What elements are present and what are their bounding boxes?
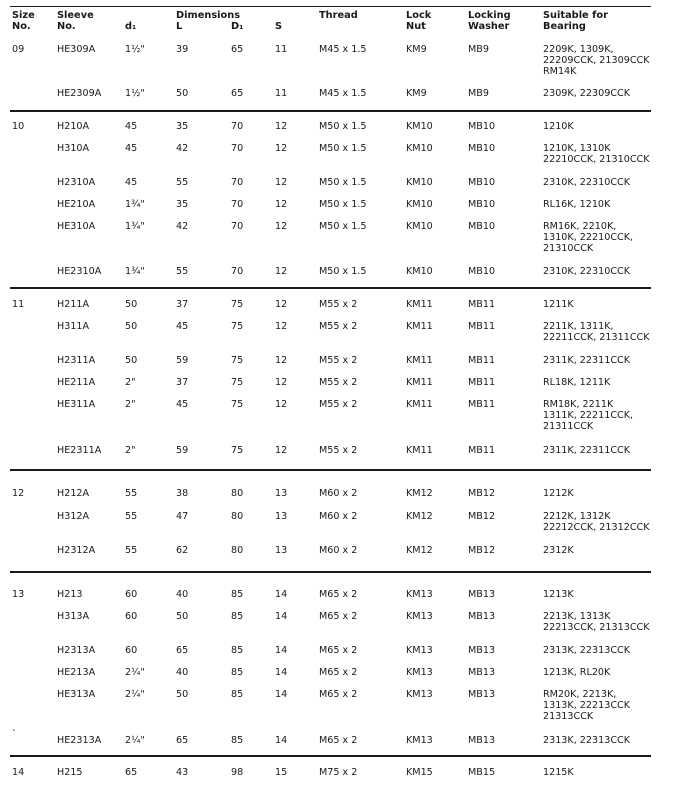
cell-washer: MB13 — [468, 645, 496, 656]
header-d1: d₁ — [125, 21, 137, 32]
cell-bearing — [543, 143, 650, 165]
cell-locknut: KM11 — [406, 299, 433, 310]
cell-washer: MB11 — [468, 355, 496, 366]
cell-washer: MB12 — [468, 545, 496, 556]
cell-d1: 1½" — [125, 44, 145, 55]
cell-thread: M55 x 2 — [319, 445, 358, 456]
cell-bearing — [543, 511, 650, 533]
cell-thread: M55 x 2 — [319, 399, 358, 410]
cell-washer: MB13 — [468, 667, 496, 678]
cell-thread: M50 x 1.5 — [319, 221, 367, 232]
cell-d1: 45 — [125, 143, 138, 154]
cell-d1: 2" — [125, 399, 136, 410]
cell-S: 12 — [275, 399, 288, 410]
bearing-line: 22211CCK, 21311CCK — [543, 332, 650, 343]
header-size-line2: No. — [12, 20, 31, 32]
group-separator — [10, 110, 651, 112]
bearing-line: 21313CCK — [543, 711, 594, 722]
bearing-line: 22209CCK, 21309CCK — [543, 55, 650, 66]
cell-D1: 70 — [231, 199, 244, 210]
cell-S: 12 — [275, 266, 288, 277]
header-locknut-line1: Lock — [406, 10, 432, 21]
cell-d1: 2¼" — [125, 667, 145, 678]
cell-thread: M55 x 2 — [319, 321, 358, 332]
cell-sleeve: H212A — [57, 488, 90, 499]
cell-locknut: KM13 — [406, 667, 433, 678]
cell-bearing — [543, 589, 574, 600]
cell-L: 55 — [176, 266, 189, 277]
cell-D1: 70 — [231, 121, 244, 132]
cell-S: 11 — [275, 44, 288, 55]
bearing-line: 2310K, 22310CCK — [543, 177, 631, 188]
cell-locknut: KM10 — [406, 143, 433, 154]
bearing-line: 2311K, 22311CCK — [543, 445, 631, 456]
cell-sleeve: HE309A — [57, 44, 96, 55]
cell-S: 12 — [275, 355, 288, 366]
cell-D1: 70 — [231, 177, 244, 188]
cell-sleeve: HE2310A — [57, 266, 102, 277]
cell-S: 13 — [275, 511, 288, 522]
cell-locknut: KM9 — [406, 44, 427, 55]
bearing-line: 2211K, 1311K, — [543, 321, 614, 332]
cell-D1: 85 — [231, 667, 244, 678]
cell-locknut: KM12 — [406, 545, 433, 556]
cell-bearing — [543, 221, 633, 254]
cell-thread: M60 x 2 — [319, 511, 358, 522]
cell-locknut: KM13 — [406, 589, 433, 600]
cell-washer: MB9 — [468, 88, 489, 99]
cell-locknut: KM13 — [406, 689, 433, 700]
cell-locknut: KM12 — [406, 511, 433, 522]
cell-L: 50 — [176, 88, 189, 99]
cell-sleeve: HE213A — [57, 667, 96, 678]
header-S: S — [275, 21, 283, 32]
cell-L: 40 — [176, 667, 189, 678]
cell-D1: 98 — [231, 767, 244, 778]
cell-L: 55 — [176, 177, 189, 188]
cell-locknut: KM9 — [406, 88, 427, 99]
bearing-line: 1210K, 1310K — [543, 143, 611, 154]
group-separator — [10, 287, 651, 289]
cell-L: 38 — [176, 488, 189, 499]
cell-bearing — [543, 177, 630, 188]
cell-washer: MB10 — [468, 266, 496, 277]
cell-L: 40 — [176, 589, 189, 600]
bearing-line: 1213K, RL20K — [543, 667, 611, 678]
cell-d1: 1¾" — [125, 221, 145, 232]
cell-sleeve: H211A — [57, 299, 90, 310]
cell-L: 39 — [176, 44, 189, 55]
cell-washer: MB10 — [468, 199, 496, 210]
bearing-line: 21310CCK — [543, 243, 594, 254]
bearing-line: 1310K, 22210CCK, — [543, 232, 634, 243]
cell-thread: M65 x 2 — [319, 611, 358, 622]
cell-d1: 1¾" — [125, 199, 145, 210]
cell-bearing — [543, 445, 630, 456]
cell-D1: 75 — [231, 445, 244, 456]
bearing-line: 2312K — [543, 545, 574, 556]
size-number: 12 — [12, 488, 25, 499]
stray-mark: ` — [12, 729, 17, 740]
cell-thread: M45 x 1.5 — [319, 44, 367, 55]
cell-d1: 45 — [125, 121, 138, 132]
cell-sleeve: HE2313A — [57, 735, 102, 746]
cell-thread: M60 x 2 — [319, 545, 358, 556]
cell-locknut: KM13 — [406, 645, 433, 656]
cell-sleeve: H2311A — [57, 355, 96, 366]
cell-sleeve: H2310A — [57, 177, 96, 188]
cell-L: 65 — [176, 735, 189, 746]
header-size — [12, 11, 35, 32]
header-washer — [468, 11, 511, 32]
bearing-line: 2213K, 1313K — [543, 611, 611, 622]
cell-D1: 65 — [231, 44, 244, 55]
cell-S: 14 — [275, 645, 288, 656]
cell-d1: 1¾" — [125, 266, 145, 277]
cell-d1: 45 — [125, 177, 138, 188]
cell-washer: MB13 — [468, 689, 496, 700]
group-separator — [10, 469, 651, 471]
size-number: 09 — [12, 44, 25, 55]
cell-thread: M45 x 1.5 — [319, 88, 367, 99]
cell-d1: 60 — [125, 611, 138, 622]
cell-washer: MB10 — [468, 221, 496, 232]
cell-washer: MB11 — [468, 445, 496, 456]
header-dimensions: Dimensions — [176, 10, 241, 21]
header-sleeve — [57, 11, 94, 32]
cell-d1: 2¼" — [125, 735, 145, 746]
cell-D1: 80 — [231, 488, 244, 499]
cell-d1: 1½" — [125, 88, 145, 99]
cell-washer: MB13 — [468, 735, 496, 746]
bearing-line: 22212CCK, 21312CCK — [543, 522, 650, 533]
cell-D1: 70 — [231, 143, 244, 154]
cell-L: 59 — [176, 355, 189, 366]
cell-D1: 80 — [231, 511, 244, 522]
cell-locknut: KM11 — [406, 321, 433, 332]
cell-washer: MB13 — [468, 589, 496, 600]
bearing-line: RM18K, 2211K — [543, 399, 614, 410]
cell-S: 12 — [275, 321, 288, 332]
bearing-line: 2310K, 22310CCK — [543, 266, 631, 277]
cell-sleeve: H313A — [57, 611, 90, 622]
header-bearing-line2: Bearing — [543, 20, 586, 32]
bearing-line: 2313K, 22313CCK — [543, 735, 631, 746]
bearing-line: 1215K — [543, 767, 574, 778]
cell-bearing — [543, 299, 574, 310]
cell-washer: MB11 — [468, 321, 496, 332]
cell-S: 13 — [275, 545, 288, 556]
header-thread: Thread — [319, 10, 358, 21]
table-top-rule — [10, 6, 651, 7]
cell-S: 12 — [275, 377, 288, 388]
cell-S: 15 — [275, 767, 288, 778]
cell-d1: 55 — [125, 511, 138, 522]
cell-bearing — [543, 266, 630, 277]
cell-D1: 75 — [231, 321, 244, 332]
cell-S: 13 — [275, 488, 288, 499]
cell-S: 14 — [275, 735, 288, 746]
cell-sleeve: H311A — [57, 321, 90, 332]
cell-d1: 50 — [125, 299, 138, 310]
bearing-line: 1212K — [543, 488, 574, 499]
size-number: 10 — [12, 121, 25, 132]
cell-locknut: KM10 — [406, 121, 433, 132]
bearing-line: RM20K, 2213K, — [543, 689, 617, 700]
cell-bearing — [543, 355, 630, 366]
cell-locknut: KM11 — [406, 445, 433, 456]
cell-S: 12 — [275, 221, 288, 232]
cell-thread: M60 x 2 — [319, 488, 358, 499]
cell-S: 12 — [275, 177, 288, 188]
cell-bearing — [543, 767, 574, 778]
cell-sleeve: HE311A — [57, 399, 96, 410]
cell-D1: 85 — [231, 689, 244, 700]
cell-L: 45 — [176, 399, 189, 410]
header-sleeve-line2: No. — [57, 20, 76, 32]
cell-L: 50 — [176, 611, 189, 622]
cell-d1: 55 — [125, 545, 138, 556]
cell-washer: MB11 — [468, 377, 496, 388]
cell-bearing — [543, 611, 650, 633]
cell-thread: M55 x 2 — [319, 355, 358, 366]
cell-thread: M50 x 1.5 — [319, 177, 367, 188]
cell-bearing — [543, 545, 574, 556]
cell-D1: 70 — [231, 221, 244, 232]
header-washer-line1: Locking — [468, 10, 511, 21]
cell-D1: 85 — [231, 735, 244, 746]
cell-washer: MB10 — [468, 177, 496, 188]
cell-L: 43 — [176, 767, 189, 778]
cell-thread: M65 x 2 — [319, 735, 358, 746]
bearing-line: 1211K — [543, 299, 574, 310]
cell-S: 14 — [275, 689, 288, 700]
cell-d1: 2¼" — [125, 689, 145, 700]
cell-thread: M50 x 1.5 — [319, 266, 367, 277]
size-number: 13 — [12, 589, 25, 600]
cell-sleeve: HE210A — [57, 199, 96, 210]
cell-d1: 50 — [125, 355, 138, 366]
cell-thread: M75 x 2 — [319, 767, 358, 778]
cell-washer: MB9 — [468, 44, 489, 55]
cell-washer: MB11 — [468, 299, 496, 310]
cell-S: 12 — [275, 121, 288, 132]
cell-L: 50 — [176, 689, 189, 700]
cell-D1: 75 — [231, 399, 244, 410]
bearing-line: 2212K, 1312K — [543, 511, 611, 522]
cell-sleeve: H2313A — [57, 645, 96, 656]
size-number: 14 — [12, 767, 25, 778]
cell-D1: 75 — [231, 299, 244, 310]
cell-L: 42 — [176, 221, 189, 232]
cell-L: 45 — [176, 321, 189, 332]
header-L: L — [176, 21, 183, 32]
header-size-line1: Size — [12, 10, 35, 21]
cell-S: 12 — [275, 199, 288, 210]
cell-thread: M65 x 2 — [319, 589, 358, 600]
cell-sleeve: HE313A — [57, 689, 96, 700]
bearing-line: RL16K, 1210K — [543, 199, 611, 210]
header-locknut-line2: Nut — [406, 20, 426, 32]
cell-d1: 60 — [125, 645, 138, 656]
cell-thread: M50 x 1.5 — [319, 143, 367, 154]
cell-S: 14 — [275, 589, 288, 600]
cell-sleeve: H312A — [57, 511, 90, 522]
header-D1: D₁ — [231, 21, 244, 32]
header-bearing-line1: Suitable for — [543, 10, 608, 21]
cell-d1: 60 — [125, 589, 138, 600]
cell-S: 12 — [275, 299, 288, 310]
bearing-line: 2311K, 22311CCK — [543, 355, 631, 366]
bearing-line: 2209K, 1309K, — [543, 44, 614, 55]
bearing-line: 1210K — [543, 121, 574, 132]
cell-d1: 2" — [125, 445, 136, 456]
cell-D1: 80 — [231, 545, 244, 556]
cell-bearing — [543, 199, 610, 210]
bearing-line: 1313K, 22213CCK — [543, 700, 631, 711]
cell-sleeve: H215 — [57, 767, 83, 778]
cell-sleeve: H2312A — [57, 545, 96, 556]
header-washer-line2: Washer — [468, 20, 510, 32]
cell-bearing — [543, 377, 610, 388]
cell-D1: 75 — [231, 377, 244, 388]
cell-L: 35 — [176, 121, 189, 132]
group-separator — [10, 755, 651, 757]
bearing-line: 1213K — [543, 589, 574, 600]
cell-S: 12 — [275, 445, 288, 456]
cell-thread: M50 x 1.5 — [319, 121, 367, 132]
bearing-line: 2313K, 22313CCK — [543, 645, 631, 656]
cell-washer: MB15 — [468, 767, 496, 778]
cell-L: 37 — [176, 377, 189, 388]
cell-thread: M65 x 2 — [319, 689, 358, 700]
bearing-line: 1311K, 22211CCK, — [543, 410, 634, 421]
cell-thread: M65 x 2 — [319, 667, 358, 678]
group-separator — [10, 571, 651, 573]
cell-D1: 70 — [231, 266, 244, 277]
cell-sleeve: H210A — [57, 121, 90, 132]
cell-locknut: KM12 — [406, 488, 433, 499]
cell-sleeve: H213 — [57, 589, 83, 600]
cell-thread: M50 x 1.5 — [319, 199, 367, 210]
cell-D1: 75 — [231, 355, 244, 366]
cell-S: 14 — [275, 667, 288, 678]
cell-locknut: KM10 — [406, 221, 433, 232]
cell-locknut: KM11 — [406, 377, 433, 388]
bearing-line: 2309K, 22309CCK — [543, 88, 631, 99]
cell-bearing — [543, 735, 630, 746]
cell-locknut: KM10 — [406, 266, 433, 277]
cell-S: 12 — [275, 143, 288, 154]
header-sleeve-line1: Sleeve — [57, 10, 94, 21]
cell-sleeve: H310A — [57, 143, 90, 154]
cell-bearing — [543, 667, 610, 678]
cell-d1: 2" — [125, 377, 136, 388]
cell-D1: 85 — [231, 611, 244, 622]
bearing-line: 21311CCK — [543, 421, 594, 432]
cell-L: 62 — [176, 545, 189, 556]
cell-washer: MB11 — [468, 399, 496, 410]
cell-L: 42 — [176, 143, 189, 154]
cell-bearing — [543, 488, 574, 499]
cell-L: 47 — [176, 511, 189, 522]
cell-bearing — [543, 645, 630, 656]
bearing-line: RM14K — [543, 66, 577, 77]
cell-L: 59 — [176, 445, 189, 456]
cell-D1: 85 — [231, 645, 244, 656]
cell-L: 35 — [176, 199, 189, 210]
cell-washer: MB10 — [468, 121, 496, 132]
cell-sleeve: HE2309A — [57, 88, 102, 99]
cell-sleeve: HE2311A — [57, 445, 102, 456]
cell-locknut: KM13 — [406, 611, 433, 622]
cell-washer: MB12 — [468, 488, 496, 499]
cell-locknut: KM15 — [406, 767, 433, 778]
cell-locknut: KM11 — [406, 355, 433, 366]
cell-bearing — [543, 321, 650, 343]
cell-D1: 85 — [231, 589, 244, 600]
header-locknut — [406, 11, 431, 32]
cell-bearing — [543, 689, 630, 722]
cell-washer: MB10 — [468, 143, 496, 154]
cell-thread: M65 x 2 — [319, 645, 358, 656]
cell-bearing — [543, 399, 633, 432]
cell-locknut: KM10 — [406, 177, 433, 188]
cell-S: 11 — [275, 88, 288, 99]
cell-washer: MB13 — [468, 611, 496, 622]
cell-S: 14 — [275, 611, 288, 622]
bearing-line: RM16K, 2210K, — [543, 221, 617, 232]
cell-d1: 65 — [125, 767, 138, 778]
bearing-line: RL18K, 1211K — [543, 377, 611, 388]
cell-bearing — [543, 121, 574, 132]
cell-D1: 65 — [231, 88, 244, 99]
cell-thread: M55 x 2 — [319, 377, 358, 388]
bearing-line: 22210CCK, 21310CCK — [543, 154, 650, 165]
cell-L: 37 — [176, 299, 189, 310]
header-bearing — [543, 11, 608, 32]
cell-bearing — [543, 44, 650, 77]
cell-bearing — [543, 88, 630, 99]
cell-washer: MB12 — [468, 511, 496, 522]
bearing-line: 22213CCK, 21313CCK — [543, 622, 650, 633]
cell-sleeve: HE211A — [57, 377, 96, 388]
size-number: 11 — [12, 299, 25, 310]
cell-locknut: KM10 — [406, 199, 433, 210]
cell-L: 65 — [176, 645, 189, 656]
cell-locknut: KM13 — [406, 735, 433, 746]
cell-d1: 50 — [125, 321, 138, 332]
cell-sleeve: HE310A — [57, 221, 96, 232]
cell-thread: M55 x 2 — [319, 299, 358, 310]
cell-locknut: KM11 — [406, 399, 433, 410]
cell-d1: 55 — [125, 488, 138, 499]
